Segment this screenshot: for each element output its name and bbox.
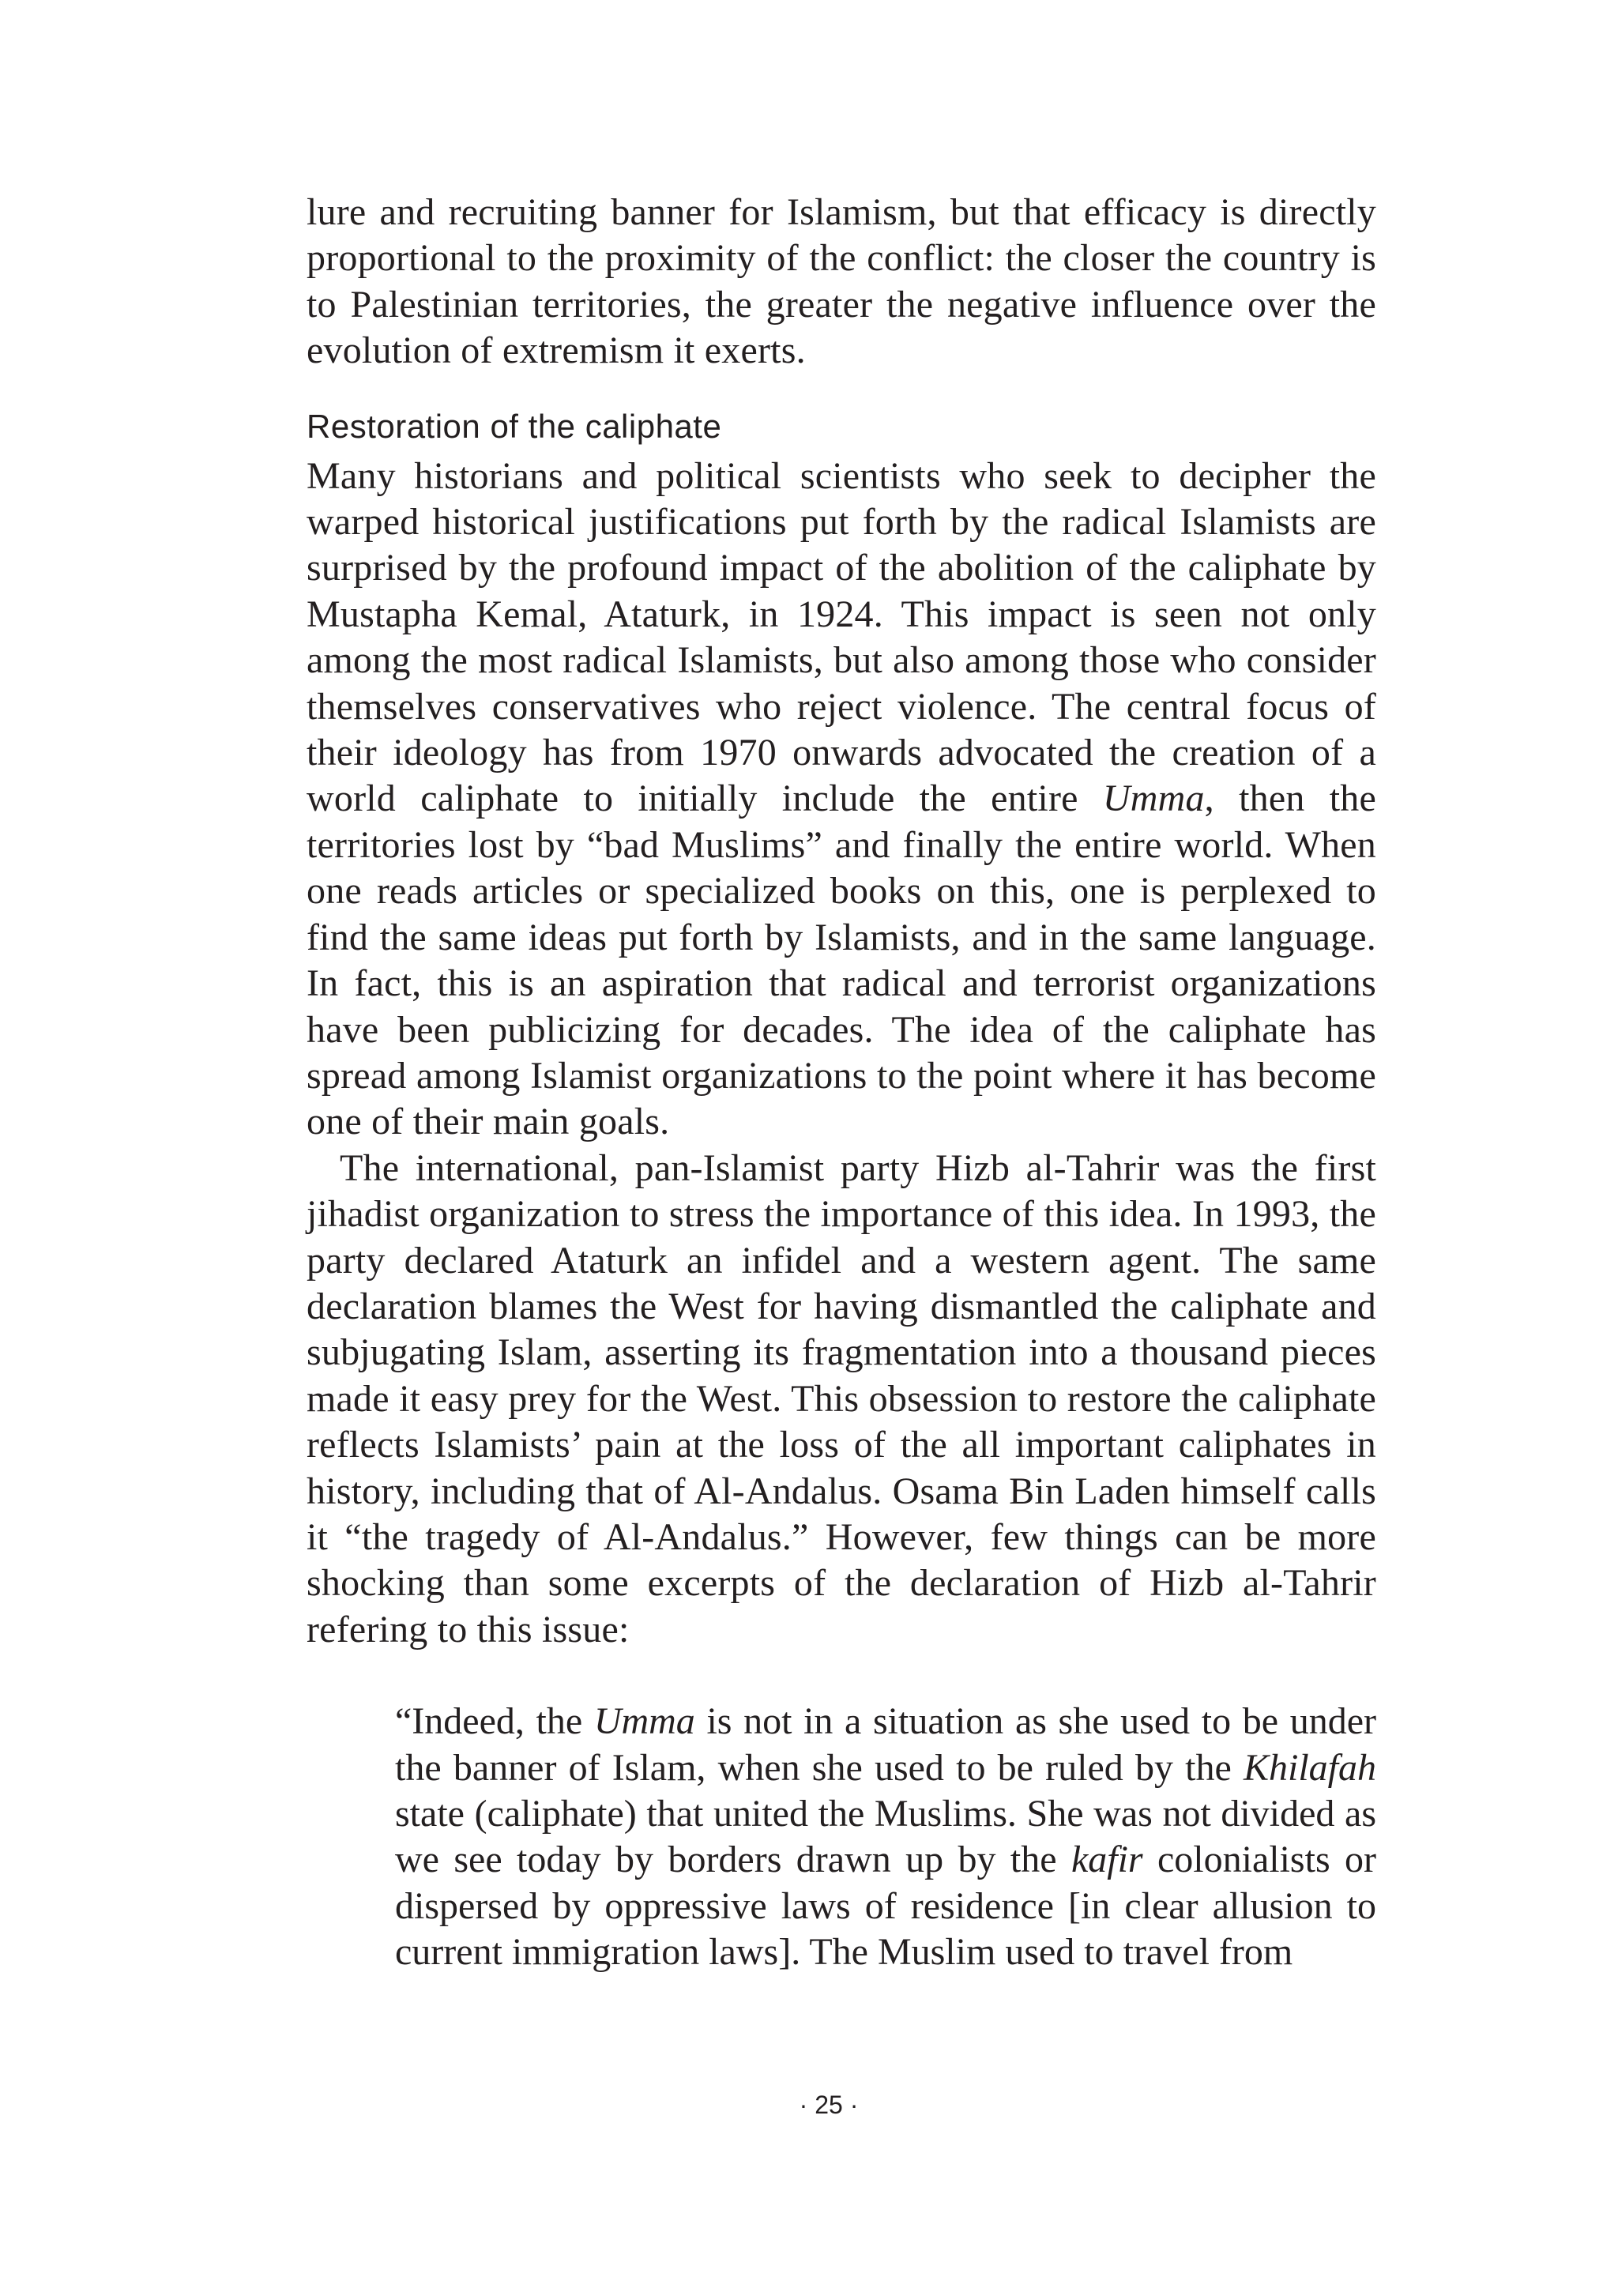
section-heading: Restoration of the caliphate [307,407,722,445]
quote-text: colonialists or dispersed by oppressive laws of residence [in clear allusion to current immigration laws]. The Muslim used to travel from [395,1839,1376,1974]
paragraph-text: Many historians and political scientists who seek to decipher the warped historical justifications put forth by the radical Islamists are surprised by the profound impact of the abolition of the caliphate by Mustapha Kemal, Ataturk, in 1924. This impact is seen not only among the most radical Islamists, but also among those who consider themselves conservatives who reject violence. The central focus of their ideology has from 1970 onwards advocated the creation of a world caliphate to initially include the entire [307,454,1376,820]
paragraph-hizb-al-tahrir: The international, pan-Islamist party Hizb al-Tahrir was the first jihadist organization to stress the importance of this idea. In 1993, the party declared Ataturk an infidel and a western agent. The same declaration blames the West for having dismantled the caliphate and subjugating Islam, asserting its fragmentation into a thousand pieces made it easy prey for the West. This obsession to restore the caliphate reflects Islamists’ pain at the loss of the all important caliphates in history, including that of Al-Andalus. Osama Bin Laden himself calls it “the tragedy of Al-Andalus.” However, few things can be more shocking than some excerpts of the declaration of Hizb al-Tahrir refering to this issue: [307,1146,1376,1650]
quote-text: “Indeed, the [395,1700,594,1743]
block-quote [395,1699,1376,1975]
text-column [307,190,1376,1976]
italic-term-umma: Umma [593,1700,695,1743]
quote-text: is not in a situation as she used to be under the banner of Islam, when she used to be ruled by the [395,1700,1376,1789]
italic-term-umma: Umma [1102,777,1205,820]
paragraph-text: , then the territories lost by “bad Muslims” and finally the entire world. When one reads articles or specialized books on this, one is perplexed to find the same ideas put forth by Islamists, and in the same language. In fact, this is an aspiration that radical and terrorist organizations have been publicizing for decades. The idea of the caliphate has spread among Islamist organizations to the point where it has become one of their main goals. [307,777,1377,1143]
italic-term-kafir: kafir [1071,1839,1143,1881]
paragraph-caliphate-impact [307,454,1376,1146]
quote-text: state (caliphate) that united the Muslims. She was not divided as we see today by borders drawn up by the [395,1793,1376,1881]
page-number: · 25 · [799,2091,859,2119]
italic-term-khilafah: Khilafah [1243,1746,1376,1789]
continued-paragraph: lure and recruiting banner for Islamism, but that efficacy is directly proportional to the proximity of the conflict: the closer the country is to Palestinian territories, the greater the negative influence over the evolution of extremism it exerts. [307,191,1376,372]
